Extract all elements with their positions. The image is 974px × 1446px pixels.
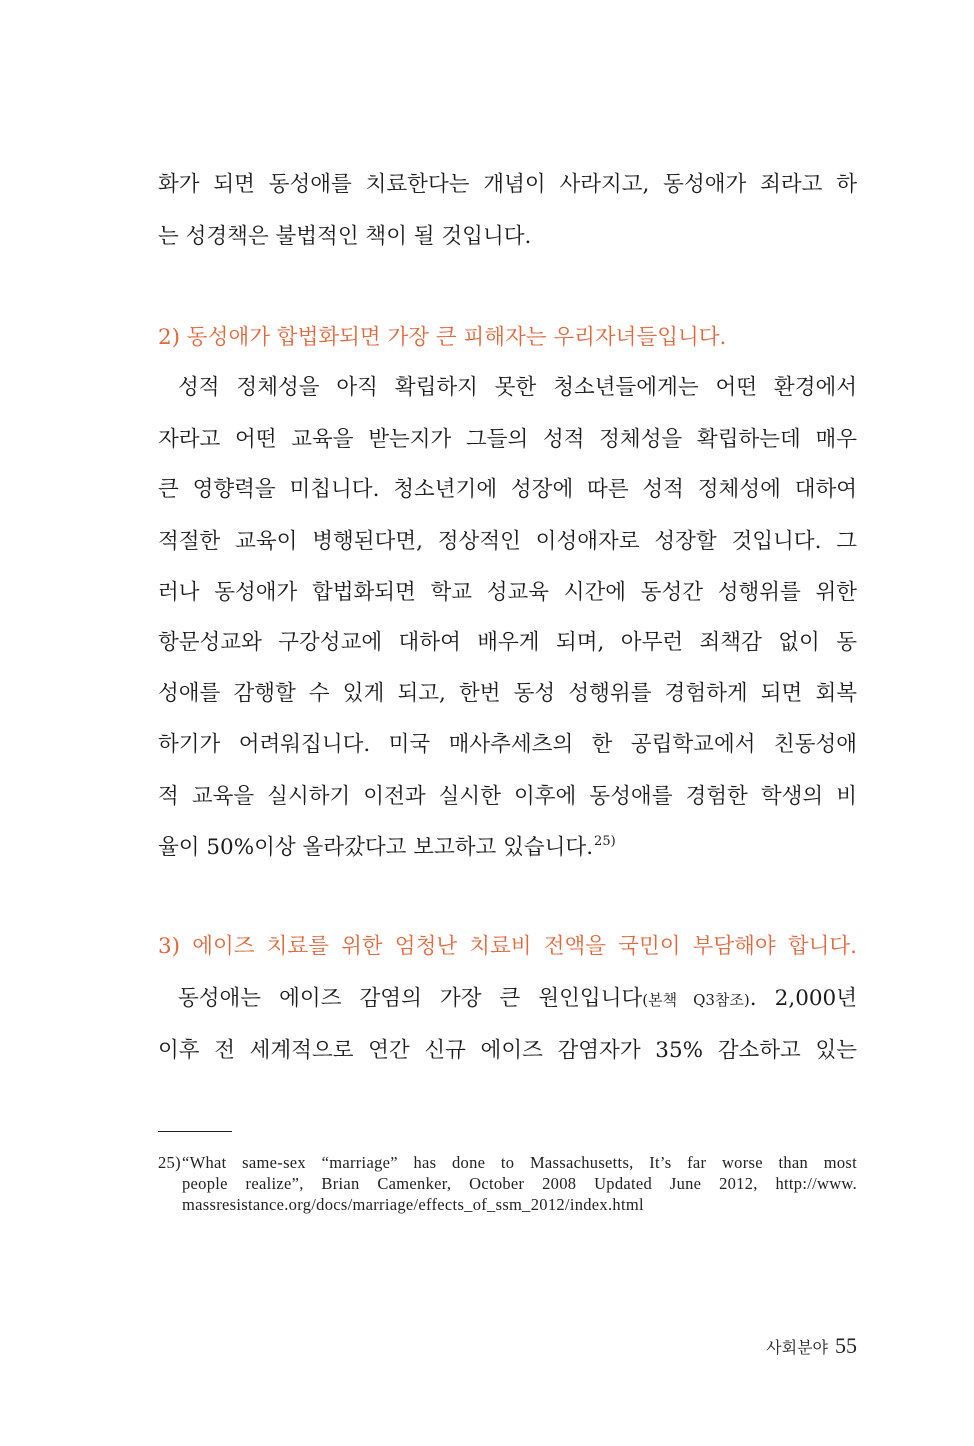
body-text: 동성애는 에이즈 감염의 가장 큰 원인입니다 [178,986,643,1011]
page-number: 55 [835,1333,857,1358]
footnote-text-line: people realize”, Brian Camenker, October 2008 Updated June 2012, http://www. [182,1174,857,1193]
section-heading: 2) 동성애가 합법화되면 가장 큰 피해자는 우리자녀들입니다. [158,325,727,350]
page-footer [766,1330,857,1362]
body-text-line: 항문성교와 구강성교에 대하여 배우게 되며, 아무런 죄책감 없이 동 [158,630,857,655]
footnote [158,1152,857,1216]
body-text-line: 성애를 감행할 수 있게 되고, 한번 동성 성행위를 경험하게 되면 회복 [158,681,857,706]
body-text-line: 적절한 교육이 병행된다면, 정상적인 이성애자로 성장할 것입니다. 그 [158,529,857,554]
body-text-line: 하기가 어려워집니다. 미국 매사추세츠의 한 공립학교에서 친동성애 [158,732,857,757]
body-text-line: 성적 정체성을 아직 확립하지 못한 청소년들에게는 어떤 환경에서 [178,375,857,400]
body-text-line: 화가 되면 동성애를 치료한다는 개념이 사라지고, 동성애가 죄라고 하 [158,172,857,197]
body-text-line: 는 성경책은 불법적인 책이 될 것입니다. [158,224,532,249]
footnote-text-line: massresistance.org/docs/marriage/effects_of_ssm_2012/index.html [182,1195,644,1214]
body-text-line [158,833,857,863]
body-text-line: 러나 동성애가 합법화되면 학교 성교육 시간에 동성간 성행위를 위한 [158,580,857,605]
body-text-line: 큰 영향력을 미칩니다. 청소년기에 성장에 따른 성적 정체성에 대하여 [158,477,857,502]
body-text-line: 자라고 어떤 교육을 받는지가 그들의 성적 정체성을 확립하는데 매우 [158,427,857,452]
body-text-line [178,984,857,1014]
footnote-divider [158,1131,232,1132]
running-footer-section: 사회분야 [766,1338,828,1357]
footnote-number: 25) [158,1153,181,1172]
footnote-reference: 25) [594,834,616,849]
section-heading: 3) 에이즈 치료를 위한 엄청난 치료비 전액을 국민이 부담해야 합니다. [158,934,857,959]
body-text: . 2,000년 [749,986,857,1011]
body-text: 율이 50%이상 올라갔다고 보고하고 있습니다. [158,835,594,860]
footnote-text-line: “What same-sex “marriage” has done to Massachusetts, It’s far worse than most [182,1153,857,1172]
body-text-line: 이후 전 세계적으로 연간 신규 에이즈 감염자가 35% 감소하고 있는 [158,1038,857,1063]
body-text-line: 적 교육을 실시하기 이전과 실시한 이후에 동성애를 경험한 학생의 비 [158,784,857,809]
cross-reference-note: (본책 Q3참조) [642,991,750,1009]
